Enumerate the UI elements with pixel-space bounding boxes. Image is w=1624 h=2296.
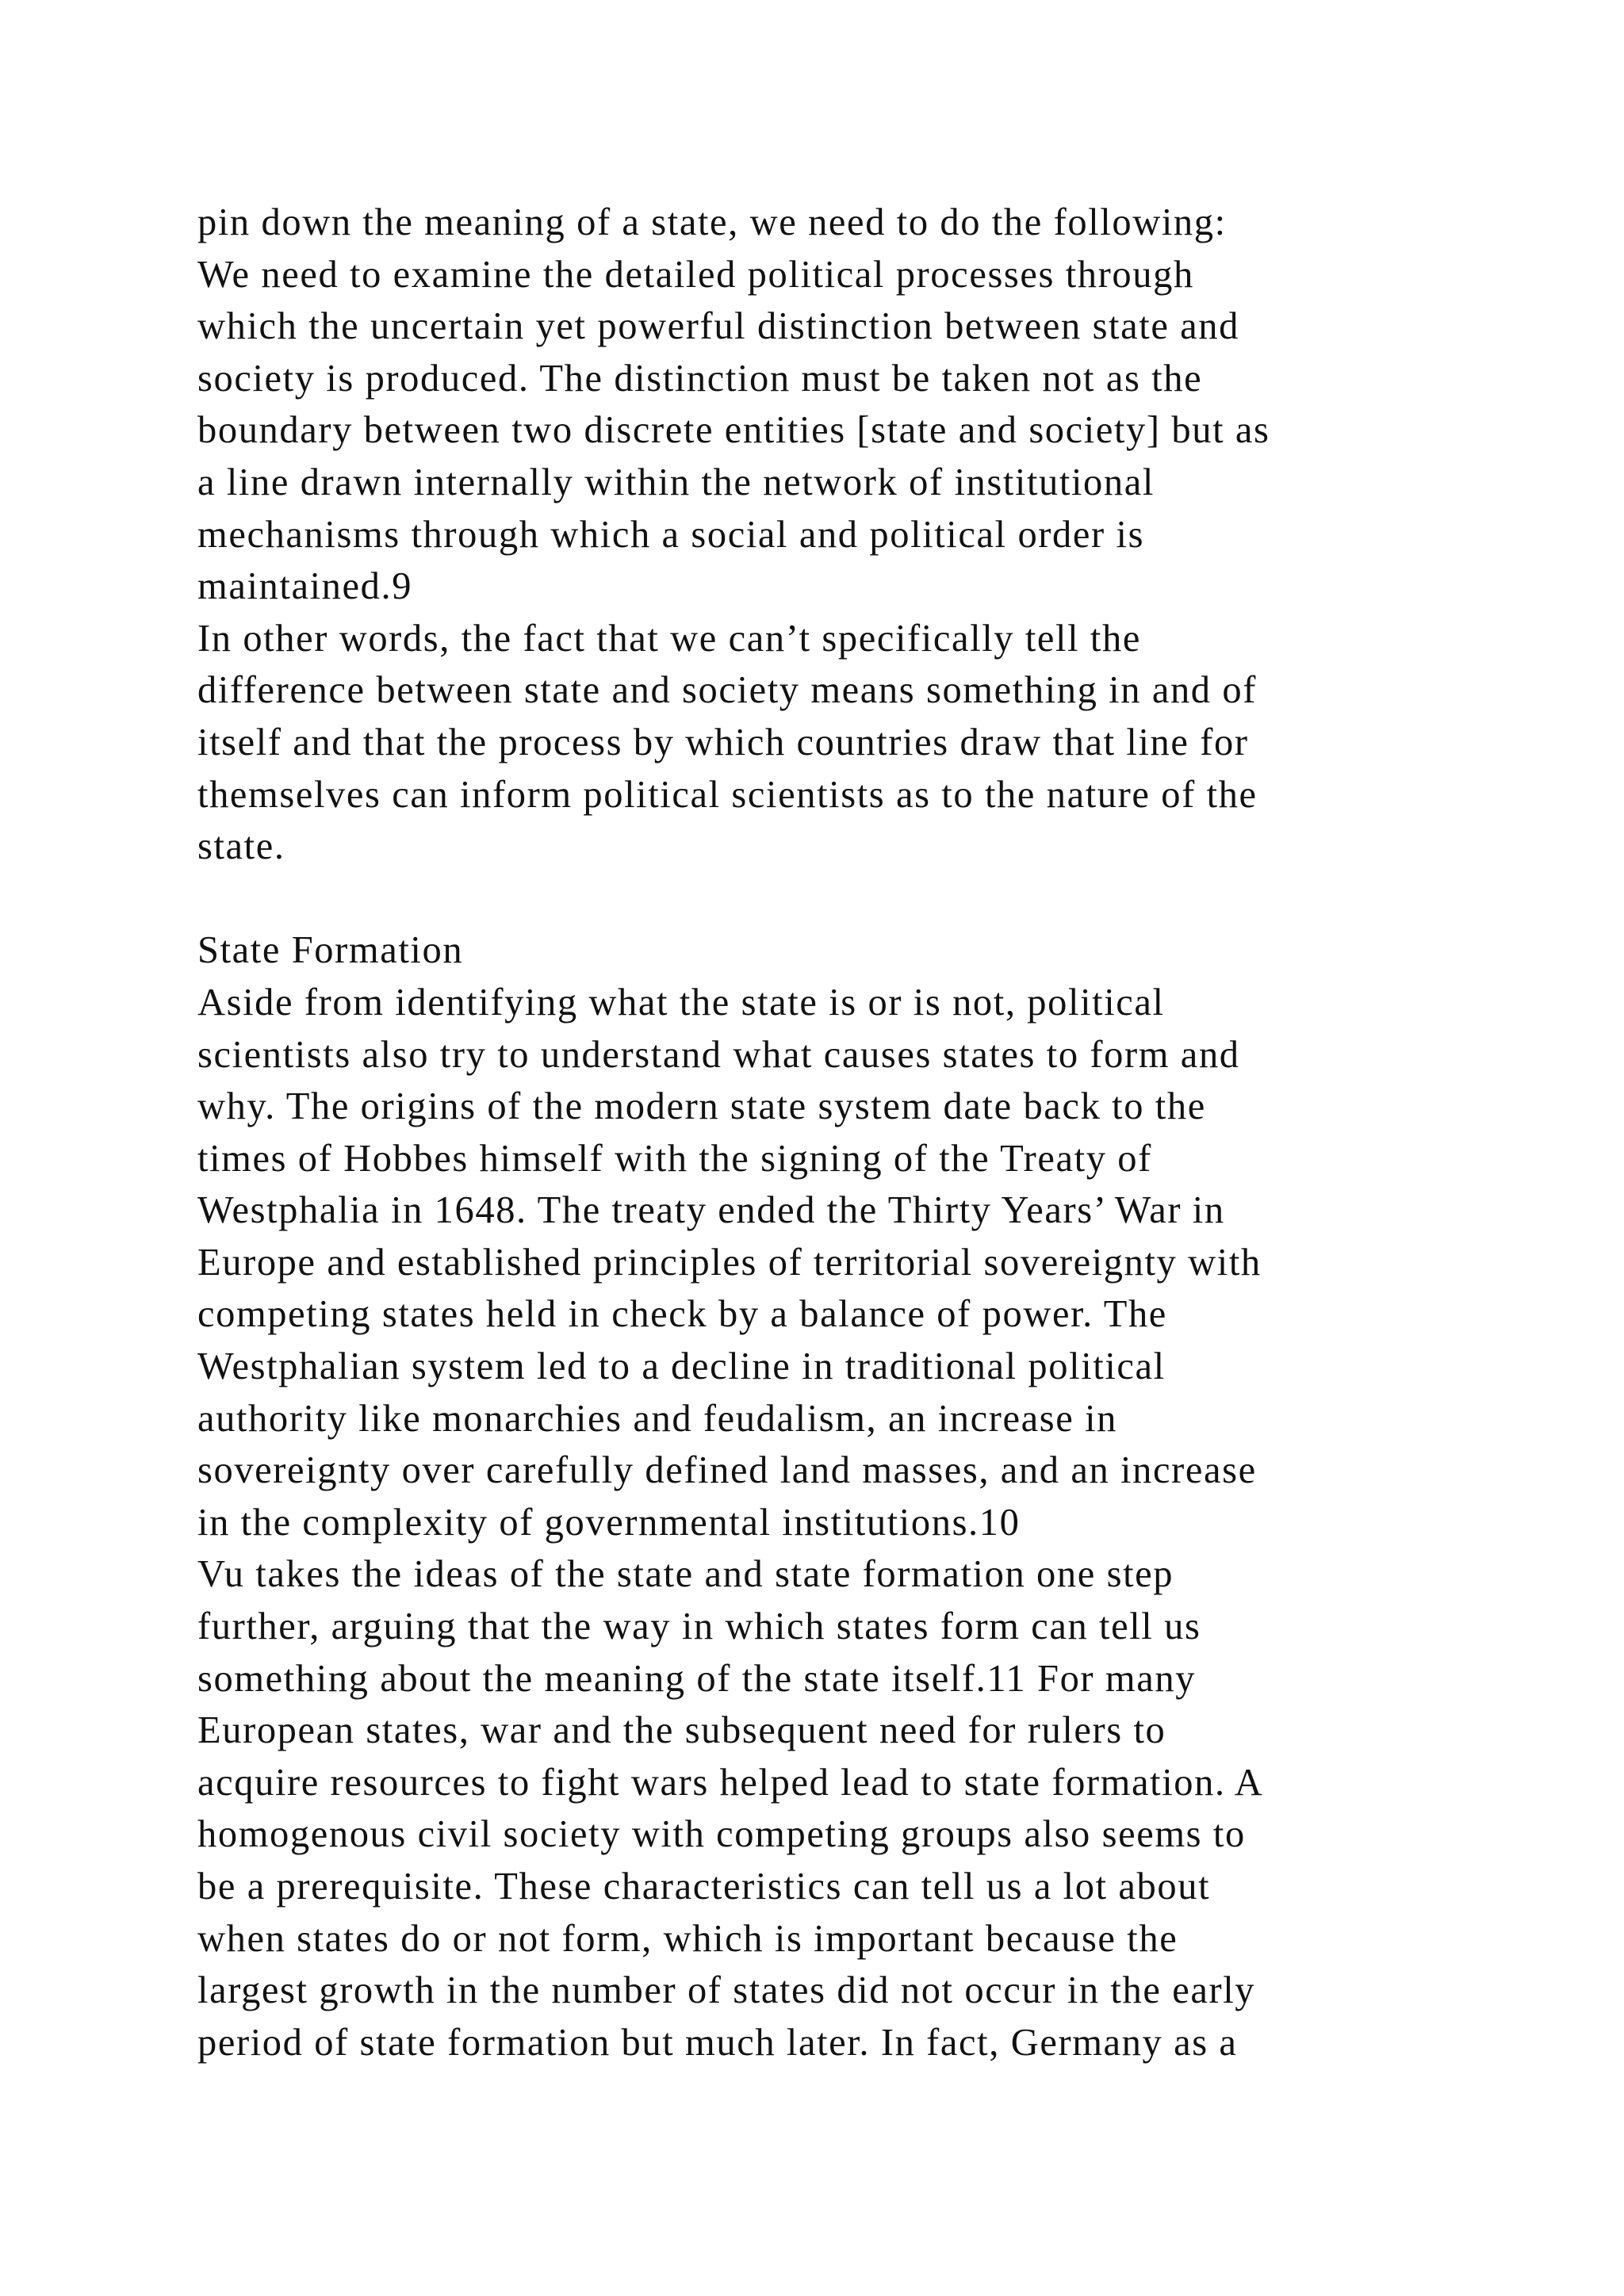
text-line: maintained.9 (197, 565, 413, 608)
text-line: period of state formation but much later. In fact, Germany as a (197, 2021, 1238, 2064)
text-line: competing states held in check by a balance of power. The (197, 1293, 1167, 1336)
text-line: pin down the meaning of a state, we need to do the following: (197, 201, 1227, 243)
text-line: mechanisms through which a social and political order is (197, 513, 1145, 556)
text-line: why. The origins of the modern state system date back to the (197, 1085, 1206, 1128)
section-heading: State Formation (197, 929, 464, 972)
text-line: a line drawn internally within the network of institutional (197, 461, 1155, 503)
text-line: state. (197, 825, 285, 868)
body-text (197, 197, 1498, 2068)
text-line: when states do or not form, which is important because the (197, 1917, 1178, 1960)
text-line: further, arguing that the way in which states form can tell us (197, 1605, 1201, 1648)
text-line: be a prerequisite. These characteristics can tell us a lot about (197, 1866, 1211, 1908)
text-line: themselves can inform political scientists as to the nature of the (197, 773, 1258, 816)
text-line: European states, war and the subsequent need for rulers to (197, 1709, 1166, 1752)
text-line: largest growth in the number of states did not occur in the early (197, 1969, 1256, 2012)
text-line: sovereignty over carefully defined land masses, and an increase (197, 1449, 1257, 1492)
text-line: something about the meaning of the state itself.11 For many (197, 1657, 1197, 1700)
text-line: society is produced. The distinction must be taken not as the (197, 357, 1203, 400)
text-line: acquire resources to fight wars helped lead to state formation. A (197, 1761, 1264, 1804)
text-line: Aside from identifying what the state is or is not, political (197, 981, 1165, 1024)
text-line: homogenous civil society with competing groups also seems to (197, 1813, 1246, 1856)
blank-line (197, 873, 1498, 925)
text-line: itself and that the process by which countries draw that line for (197, 721, 1249, 763)
text-line: scientists also try to understand what causes states to form and (197, 1033, 1240, 1076)
text-line: which the uncertain yet powerful distinction between state and (197, 305, 1239, 348)
text-line: authority like monarchies and feudalism, an increase in (197, 1397, 1118, 1440)
text-line: In other words, the fact that we can’t specifically tell the (197, 617, 1141, 660)
text-line: Westphalia in 1648. The treaty ended the Thirty Years’ War in (197, 1189, 1225, 1232)
text-line: Vu takes the ideas of the state and state formation one step (197, 1553, 1174, 1596)
text-line: in the complexity of governmental institutions.10 (197, 1501, 1021, 1544)
text-line: times of Hobbes himself with the signing of the Treaty of (197, 1137, 1152, 1180)
text-line: Westphalian system led to a decline in traditional political (197, 1345, 1166, 1388)
text-line: boundary between two discrete entities [state and society] but as (197, 409, 1270, 452)
text-line: difference between state and society means something in and of (197, 669, 1257, 712)
text-line: We need to examine the detailed political processes through (197, 253, 1194, 296)
text-line: Europe and established principles of territorial sovereignty with (197, 1241, 1262, 1284)
